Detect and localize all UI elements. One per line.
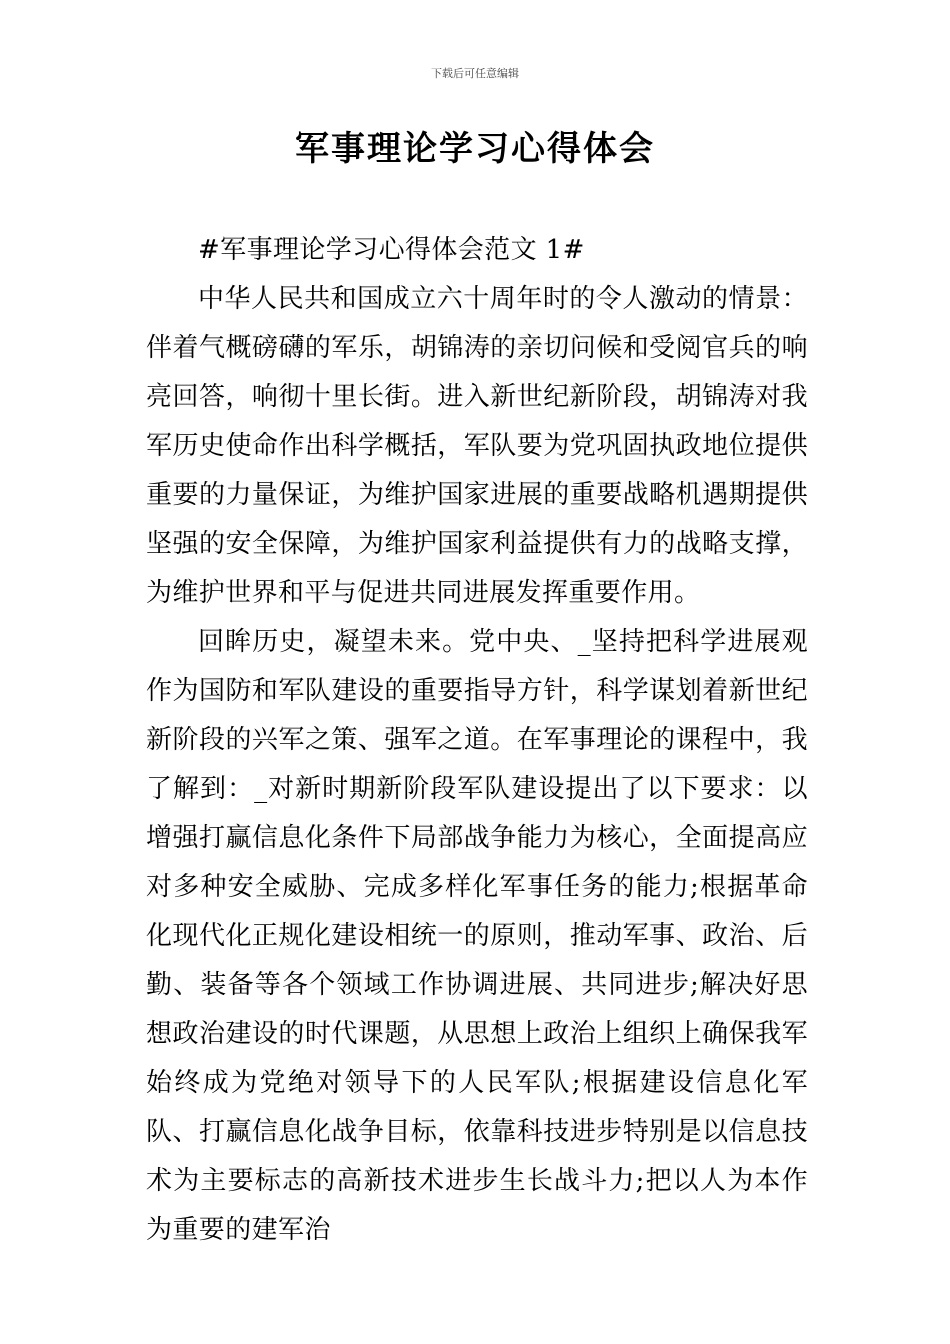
body-paragraph-1: 中华人民共和国成立六十周年时的令人激动的情景：伴着气概磅礴的军乐，胡锦涛的亲切问候和受阅官兵的响亮回答，响彻十里长街。进入新世纪新阶段，胡锦涛对我军历史使命作出科学概括，军队要为党巩固执政地位提供重要的力量保证，为维护国家进展的重要战略机遇期提供坚强的安全保障，为维护国家利益提供有力的战略支撑，为维护世界和平与促进共同进展发挥重要作用。 — [146, 284, 808, 608]
section-heading: #军事理论学习心得体会范文 1# — [198, 235, 585, 265]
body-paragraph-2: 回眸历史，凝望未来。党中央、_坚持把科学进展观作为国防和军队建设的重要指导方针，科学谋划着新世纪新阶段的兴军之策、强军之道。在军事理论的课程中，我了解到：_对新时期新阶段军队建设提出了以下要求：以增强打赢信息化条件下局部战争能力为核心，全面提高应对多种安全威胁、完成多样化军事任务的能力;根据革命化现代化正规化建设相统一的原则，推动军事、政治、后勤、装备等各个领域工作协调进展、共同进步;解决好思想政治建设的时代课题，从思想上政治上组织上确保我军始终成为党绝对领导下的人民军队;根据建设信息化军队、打赢信息化战争目标，依靠科技进步特别是以信息技术为主要标志的高新技术进步生长战斗力;把以人为本作为重要的建军治 — [146, 627, 808, 1245]
document-body — [146, 226, 808, 1255]
header-note: 下载后可任意编辑 — [431, 67, 519, 80]
document-title: 军事理论学习心得体会 — [295, 129, 655, 169]
